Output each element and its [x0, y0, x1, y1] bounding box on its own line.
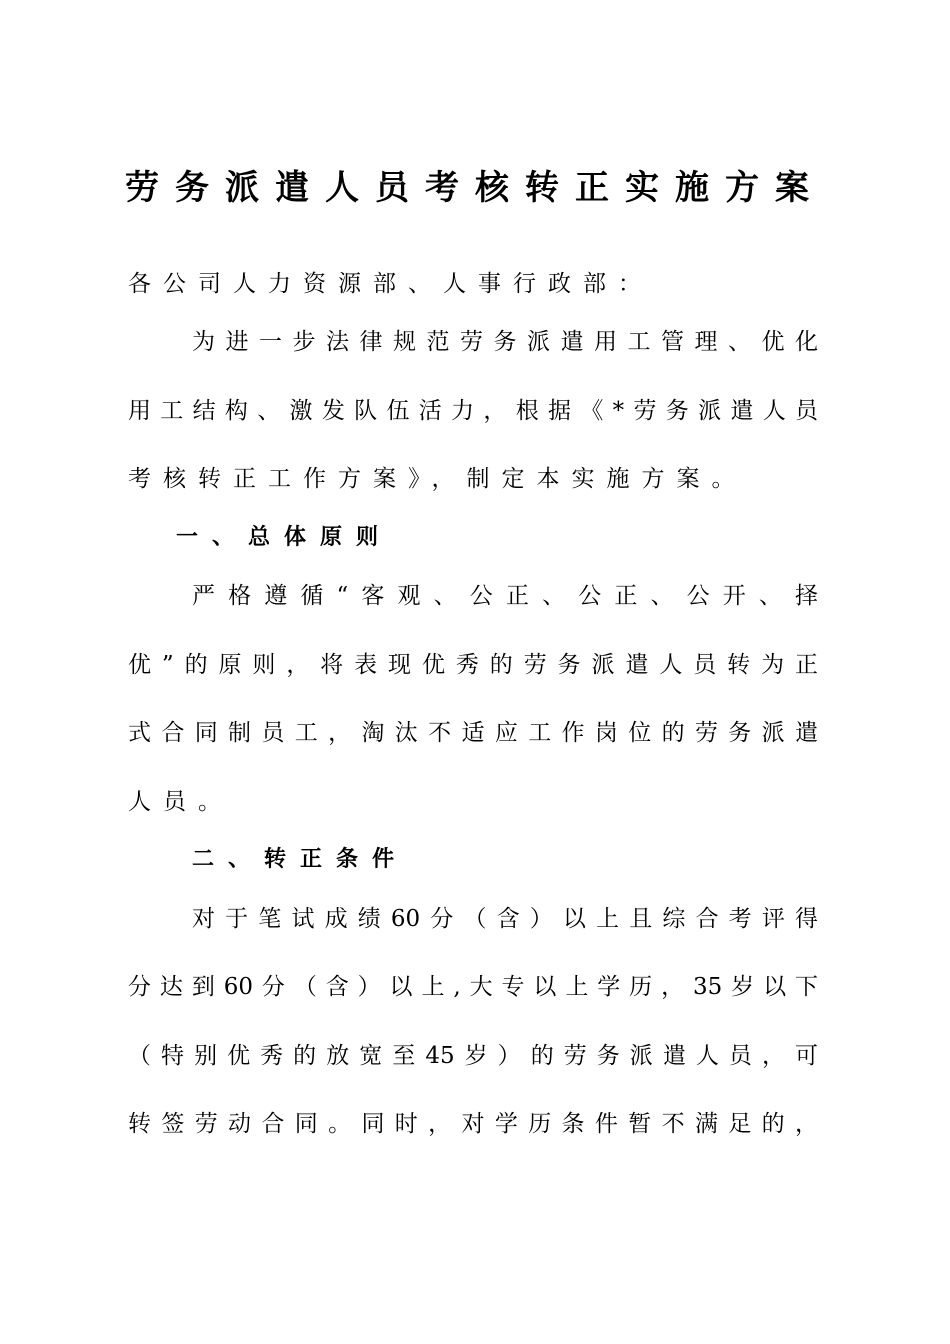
section-heading-conditions: 二、转正条件 [192, 847, 409, 872]
conditions-line-3: （特别优秀的放宽至45岁）的劳务派遣人员，可 [128, 1043, 818, 1069]
intro-line-3: 考核转正工作方案》，制定本实施方案。 [128, 466, 747, 492]
principles-line-4: 人员。 [128, 789, 233, 815]
principles-line-2: 优”的原则，将表现优秀的劳务派遣人员转为正 [128, 652, 818, 678]
conditions-line-2: 分达到60分（含）以上,大专以上学历，35岁以下 [128, 974, 818, 1000]
conditions-line-4: 转签劳动合同。同时，对学历条件暂不满足的， [128, 1111, 818, 1137]
salutation: 各公司人力资源部、人事行政部： [128, 271, 653, 297]
conditions-line-1: 对于笔试成绩60分（含）以上且综合考评得 [192, 906, 818, 932]
principles-line-1: 严格遵循“客观、公正、公正、公开、择 [192, 583, 818, 609]
section-heading-principles: 一、总体原则 [176, 525, 393, 550]
principles-line-3: 式合同制员工，淘汰不适应工作岗位的劳务派遣 [128, 720, 818, 746]
intro-line-1: 为进一步法律规范劳务派遣用工管理、优化 [192, 329, 818, 355]
document-title: 劳务派遣人员考核转正实施方案 [125, 168, 825, 208]
intro-line-2: 用工结构、激发队伍活力，根据《*劳务派遣人员 [128, 398, 818, 424]
